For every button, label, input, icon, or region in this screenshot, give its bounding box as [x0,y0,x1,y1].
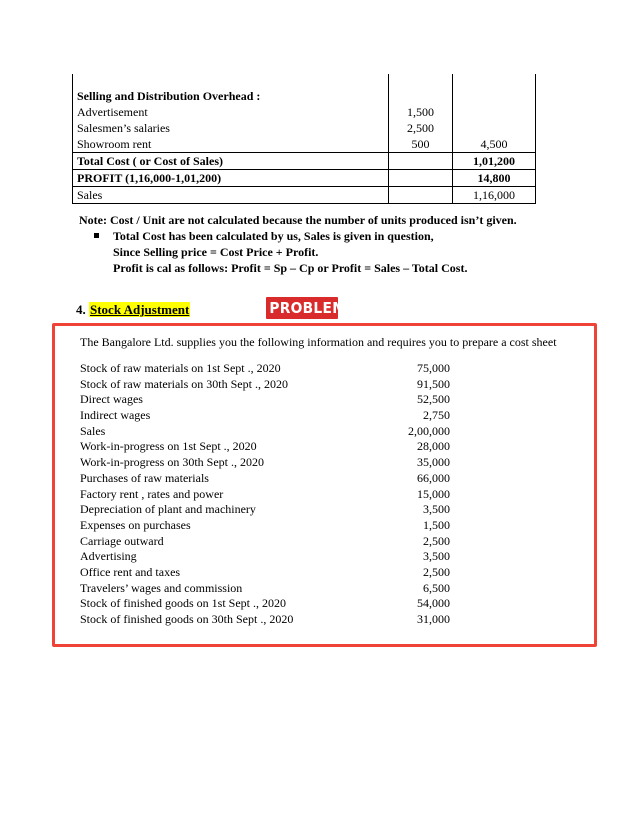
problem-item-label: Office rent and taxes [80,564,181,579]
cost-table-row [73,88,536,104]
problem-item-value: 66,000 [417,470,450,485]
problem-items-list [80,361,450,628]
cost-amount-cell: 500 [389,136,453,153]
problem-item-row [80,518,450,534]
problem-box [52,323,597,647]
cost-table-row [73,187,536,204]
cost-total-cell: 14,800 [453,170,536,187]
note-block [79,212,517,276]
cost-total-cell [453,88,536,104]
problem-item-row [80,408,450,424]
problem-item-value: 6,500 [423,580,450,595]
problem-item-row [80,392,450,408]
problem-item-label: Stock of finished goods on 30th Sept ., 2020 [80,612,294,626]
problem-item-label: Factory rent , rates and power [80,486,224,501]
problem-item-value: 75,000 [417,361,450,375]
problem-item-value: 54,000 [417,596,450,611]
problem-item-value: 15,000 [417,486,450,501]
section-heading [76,302,190,318]
cost-amount-cell [389,88,453,104]
problem-badge-label: PROBLEM [269,299,347,317]
problem-item-label: Stock of finished goods on 1st Sept ., 2020 [80,596,286,611]
cost-label-cell: Total Cost ( or Cost of Sales) [73,153,389,170]
problem-item-row [80,612,450,628]
cost-amount-cell: 2,500 [389,120,453,136]
problem-item-row [80,534,450,550]
problem-item-label: Advertising [80,549,137,564]
problem-item-value: 91,500 [417,376,450,391]
section-title: Stock Adjustment [90,302,190,317]
cost-amount-cell: 1,500 [389,104,453,120]
cost-label-cell: Selling and Distribution Overhead : [73,88,389,104]
cost-table-row [73,153,536,170]
problem-item-row [80,596,450,612]
cost-sheet-body [73,74,536,204]
problem-item-label: Stock of raw materials on 30th Sept ., 2020 [80,376,288,391]
problem-item-row [80,549,450,565]
problem-item-row [80,455,450,471]
cost-amount-cell [389,153,453,170]
problem-item-value: 3,500 [423,502,450,517]
cost-amount-cell [389,74,453,88]
problem-item-value: 2,750 [423,408,450,423]
problem-item-row [80,361,450,377]
problem-item-row [80,502,450,518]
problem-intro: The Bangalore Ltd. supplies you the following information and requires you to prepare a cost sheet [80,335,557,349]
problem-item-value: 28,000 [417,439,450,454]
note-formula-line: Since Selling price = Cost Price + Profit. [113,245,319,259]
problem-item-label: Direct wages [80,392,143,407]
problem-item-value: 35,000 [417,455,450,470]
problem-item-label: Work-in-progress on 30th Sept ., 2020 [80,455,265,470]
problem-item-value: 1,500 [423,517,450,532]
problem-item-row [80,487,450,503]
cost-total-cell: 1,16,000 [453,187,536,204]
problem-item-value: 2,00,000 [408,423,450,438]
cost-amount-cell [389,170,453,187]
cost-total-cell [453,120,536,136]
cost-total-cell [453,74,536,88]
problem-item-label: Indirect wages [80,408,151,423]
problem-item-value: 52,500 [417,392,450,407]
cost-table-row [73,136,536,153]
cost-label-cell: Sales [73,187,389,204]
problem-badge [266,297,347,319]
cost-table-row [73,170,536,187]
problem-item-value: 2,500 [423,564,450,579]
cost-total-cell: 4,500 [453,136,536,153]
cost-table-row [73,74,536,88]
problem-item-value: 2,500 [423,533,450,548]
cost-label-cell [73,74,389,88]
cost-amount-cell [389,187,453,204]
problem-item-row [80,377,450,393]
cost-table-row [73,104,536,120]
cost-label-cell: Showroom rent [73,136,389,153]
problem-item-value: 31,000 [417,612,450,626]
problem-item-row [80,565,450,581]
cost-label-cell: Salesmen’s salaries [73,120,389,136]
problem-item-label: Purchases of raw materials [80,470,209,485]
problem-item-row [80,581,450,597]
note-bullet-item [79,228,517,244]
problem-item-label: Sales [80,423,106,438]
note-line: Note: Cost / Unit are not calculated because the number of units produced isn’t given. [79,213,517,227]
square-bullet-icon [94,233,99,238]
problem-item-label: Stock of raw materials on 1st Sept ., 2020 [80,361,281,375]
problem-item-label: Depreciation of plant and machinery [80,502,256,517]
note-bullet-text: Total Cost has been calculated by us, Sales is given in question, [113,229,434,243]
cost-total-cell: 1,01,200 [453,153,536,170]
section-number: 4. [76,302,86,317]
cost-sheet-table [72,74,536,204]
problem-item-label: Carriage outward [80,533,164,548]
note-profit-line: Profit is cal as follows: Profit = Sp – Cp or Profit = Sales – Total Cost. [113,261,468,275]
problem-item-row [80,439,450,455]
problem-item-label: Travelers’ wages and commission [80,580,243,595]
problem-item-row [80,471,450,487]
problem-item-value: 3,500 [423,549,450,564]
cost-table-row [73,120,536,136]
problem-item-label: Work-in-progress on 1st Sept ., 2020 [80,439,257,454]
cost-label-cell: PROFIT (1,16,000-1,01,200) [73,170,389,187]
cost-total-cell [453,104,536,120]
problem-item-label: Expenses on purchases [80,517,191,532]
cost-label-cell: Advertisement [73,104,389,120]
problem-item-row [80,424,450,440]
